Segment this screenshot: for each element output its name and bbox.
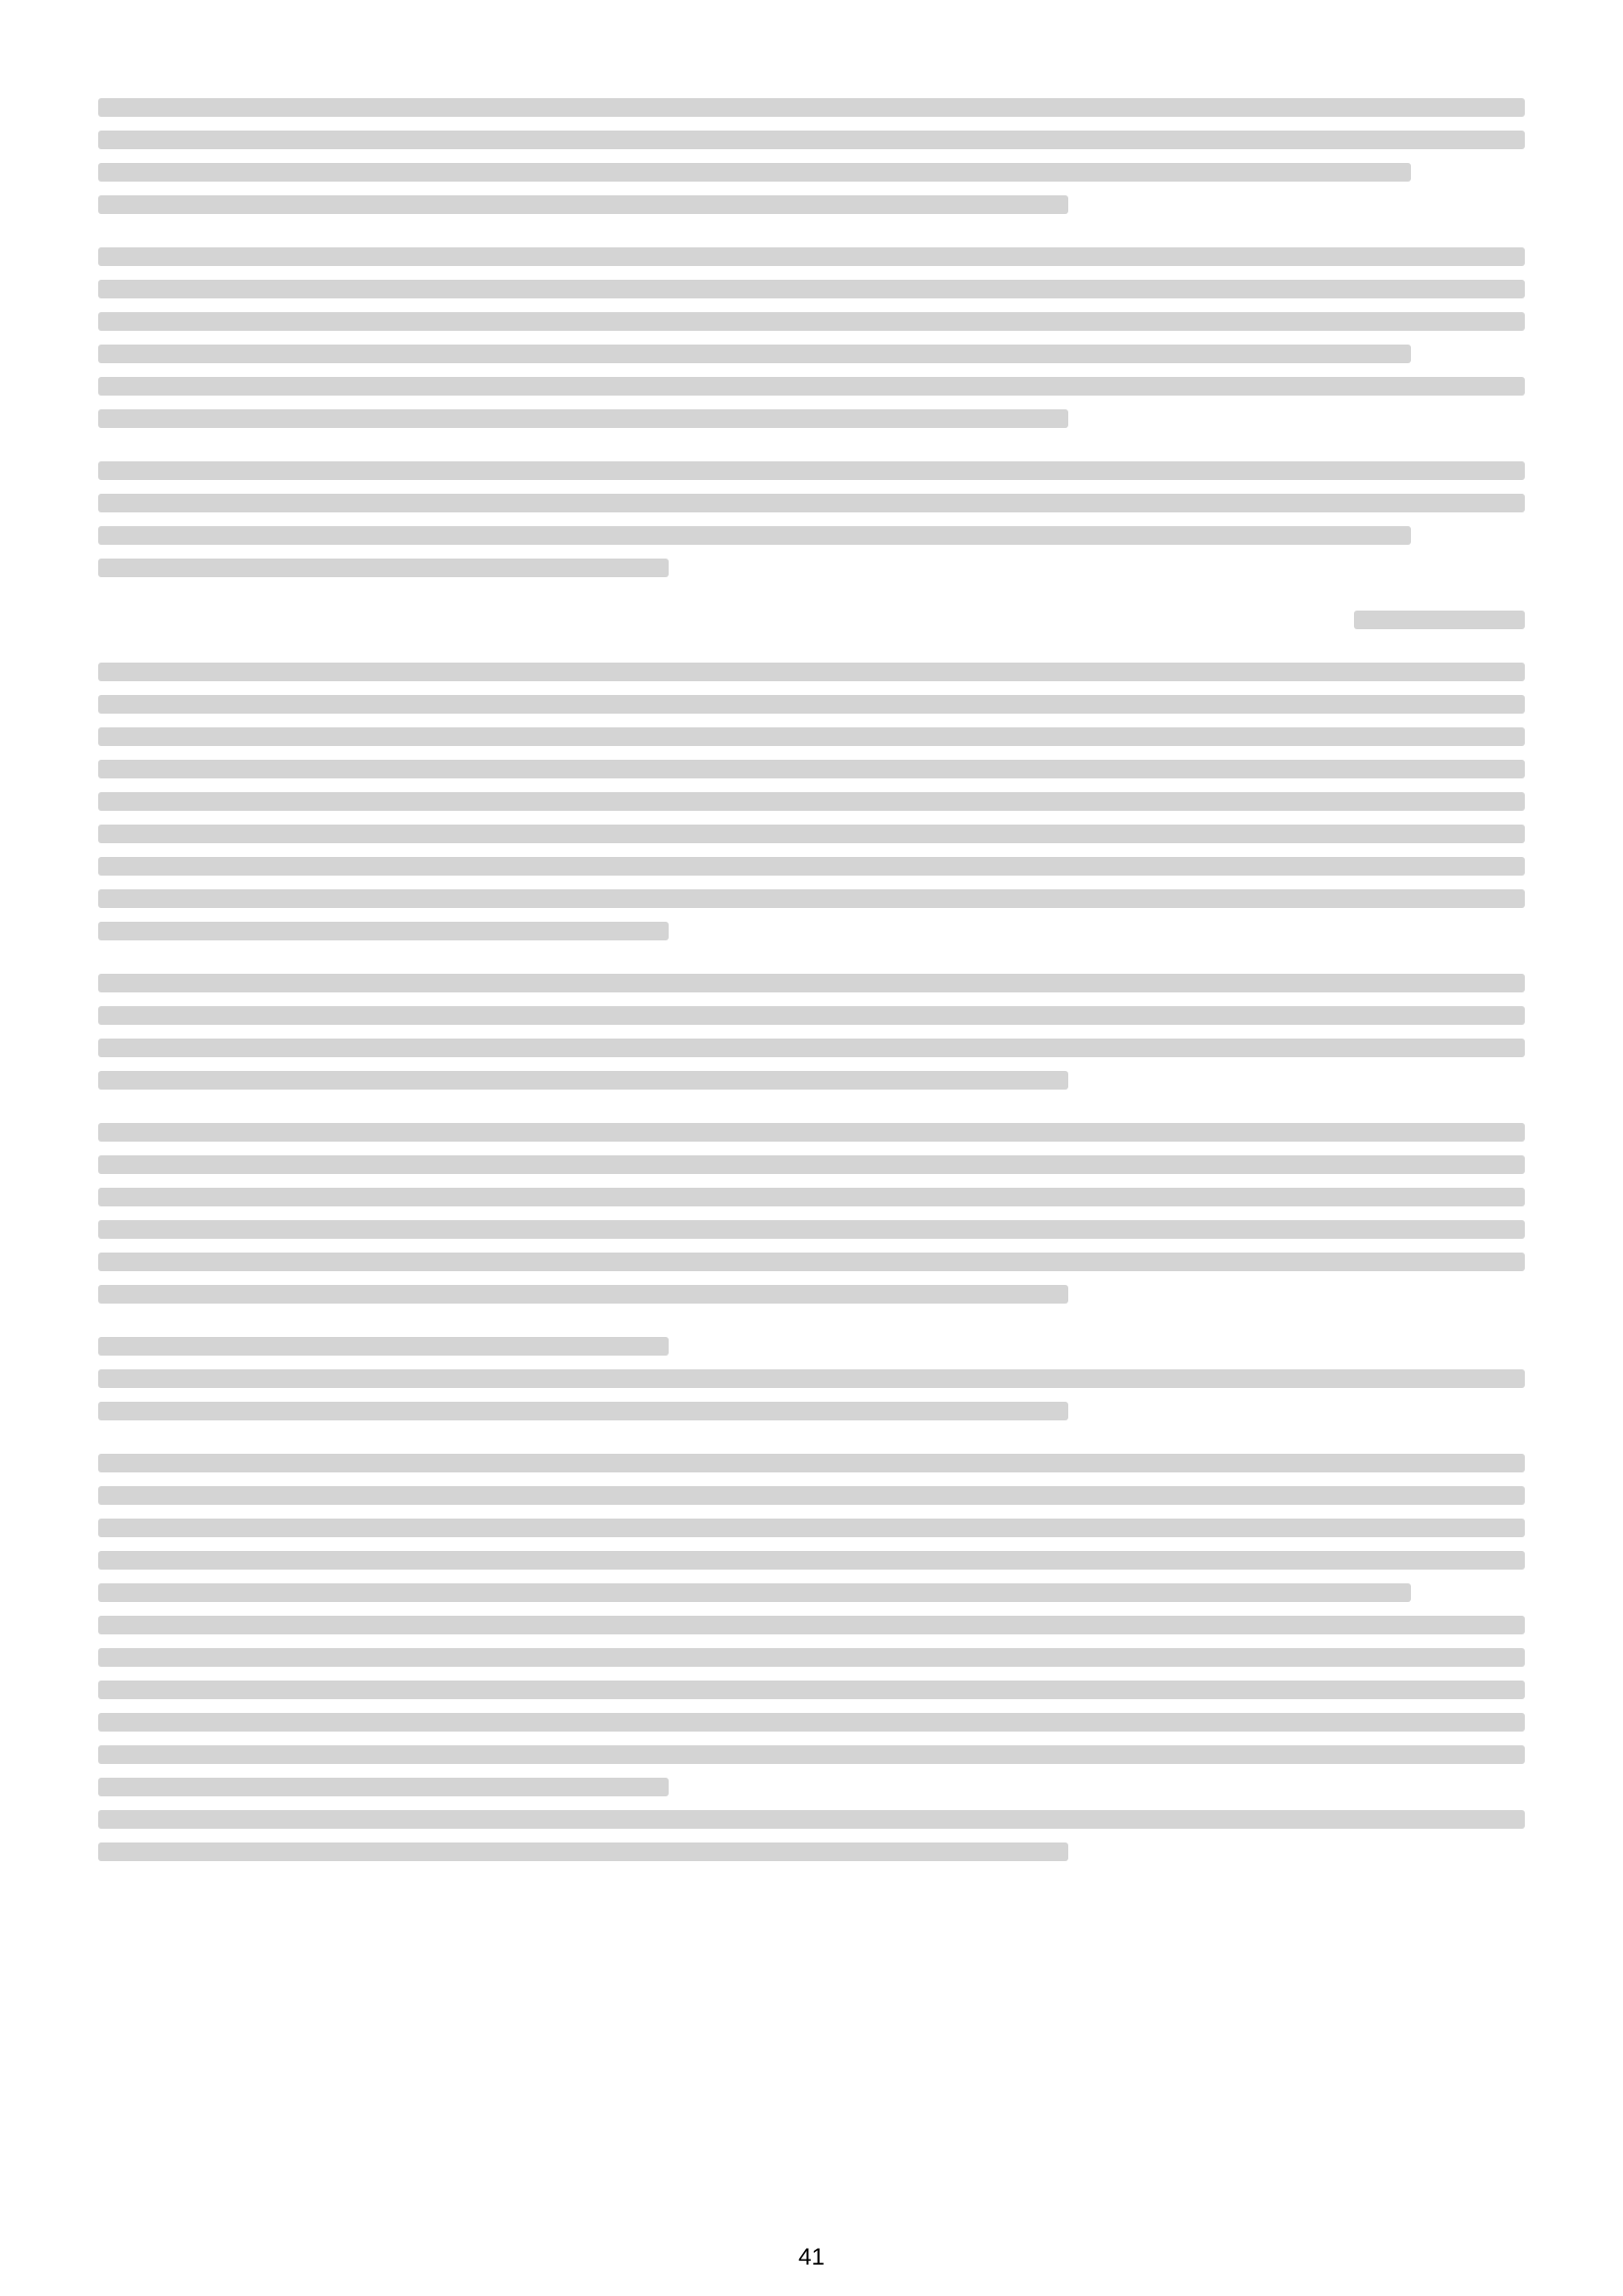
text-line — [98, 1519, 1525, 1537]
text-line — [98, 247, 1525, 266]
page-number: 41 — [798, 2244, 825, 2270]
text-line — [98, 1071, 1068, 1090]
text-line — [98, 1006, 1525, 1025]
text-line — [98, 825, 1525, 843]
text-line — [98, 461, 1525, 480]
text-line — [98, 131, 1525, 149]
text-line — [98, 1810, 1525, 1829]
text-line — [98, 280, 1525, 298]
text-block — [98, 663, 1525, 940]
text-line — [98, 1583, 1411, 1602]
text-line — [98, 1123, 1525, 1142]
text-line — [98, 1745, 1525, 1764]
text-line — [98, 1039, 1525, 1057]
text-line — [98, 1486, 1525, 1505]
text-line — [98, 727, 1525, 746]
text-line — [98, 1454, 1525, 1472]
text-block — [98, 611, 1525, 629]
text-block — [98, 1337, 1525, 1420]
text-block — [98, 461, 1525, 577]
text-block — [98, 1123, 1525, 1304]
text-line — [98, 98, 1525, 117]
text-line — [98, 345, 1411, 363]
text-line — [98, 1681, 1525, 1699]
text-block — [98, 247, 1525, 428]
text-line — [98, 559, 669, 577]
text-line — [98, 760, 1525, 778]
text-line — [98, 494, 1525, 512]
text-line — [98, 526, 1411, 545]
text-line — [98, 857, 1525, 876]
text-line — [98, 663, 1525, 681]
text-line — [98, 1551, 1525, 1570]
text-line — [98, 1369, 1525, 1388]
text-line — [98, 1402, 1068, 1420]
text-line — [98, 409, 1068, 428]
text-line — [98, 1220, 1525, 1239]
text-line — [98, 974, 1525, 992]
text-line — [98, 1188, 1525, 1206]
text-line — [98, 163, 1411, 182]
text-line — [98, 695, 1525, 714]
text-line — [98, 1285, 1068, 1304]
text-line — [1354, 611, 1525, 629]
text-line — [98, 1337, 669, 1356]
text-block — [98, 98, 1525, 214]
text-line — [98, 1616, 1525, 1634]
text-line — [98, 792, 1525, 811]
text-line — [98, 922, 669, 940]
text-line — [98, 377, 1525, 396]
text-line — [98, 889, 1525, 908]
text-line — [98, 1155, 1525, 1174]
text-line — [98, 1713, 1525, 1732]
text-line — [98, 1648, 1525, 1667]
text-line — [98, 195, 1068, 214]
text-line — [98, 1842, 1068, 1861]
text-block — [98, 1454, 1525, 1861]
text-line — [98, 1778, 669, 1796]
document-page — [98, 98, 1525, 1895]
text-line — [98, 312, 1525, 331]
text-line — [98, 1253, 1525, 1271]
text-block — [98, 974, 1525, 1090]
